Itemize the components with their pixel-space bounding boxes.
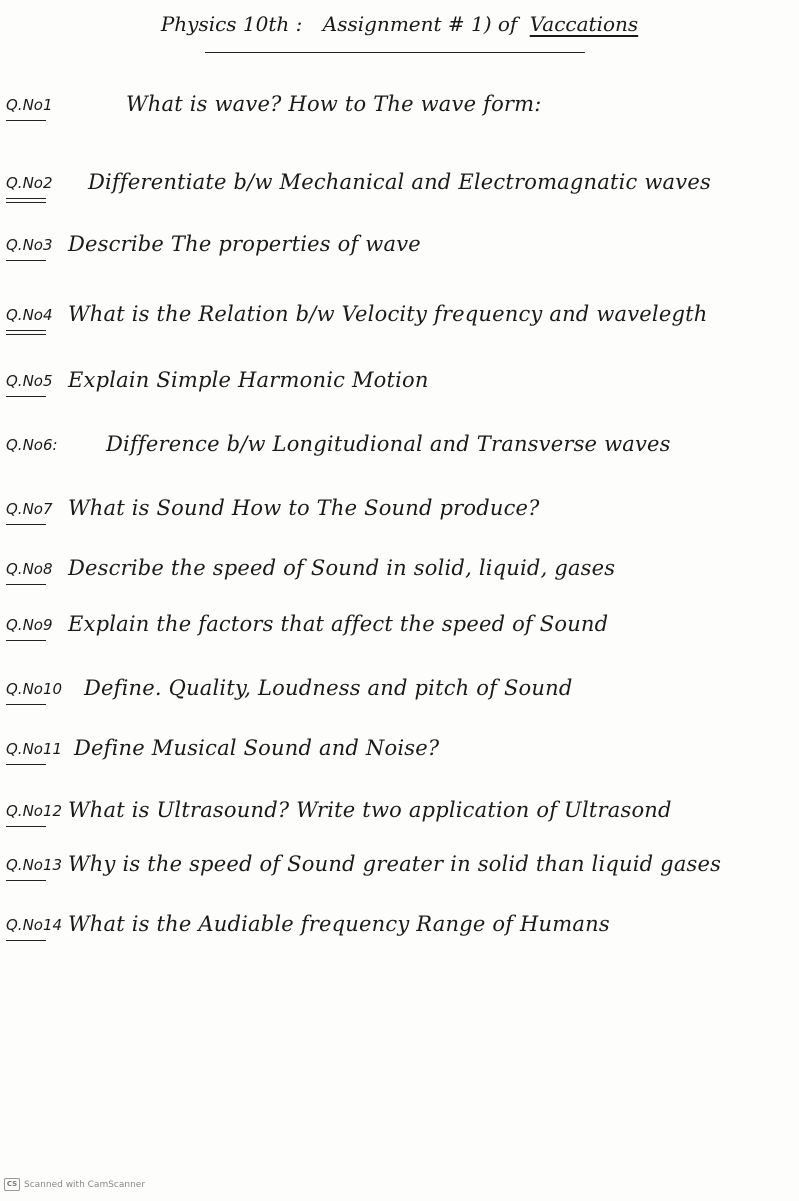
camscanner-icon: CS (4, 1178, 20, 1191)
question-number: Q.No1 (6, 96, 53, 114)
question-text: Define Musical Sound and Noise? (74, 736, 440, 760)
question-text: Difference b/w Longitudional and Transverse waves (106, 432, 671, 456)
question-text: What is Sound How to The Sound produce? (68, 496, 540, 520)
question-number-underline (6, 202, 46, 203)
scanner-watermark-text: Scanned with CamScanner (24, 1179, 146, 1190)
question-row (6, 736, 796, 776)
question-number-underline (6, 260, 46, 261)
question-row (6, 556, 796, 596)
question-number: Q.No5 (6, 372, 53, 390)
question-number: Q.No4 (6, 306, 53, 324)
vacation-title: Vaccations (529, 12, 639, 36)
question-text: Describe the speed of Sound in solid, liquid, gases (68, 556, 616, 580)
question-number-underline (6, 330, 46, 331)
question-number: Q.No3 (6, 236, 53, 254)
question-number-underline (6, 120, 46, 121)
question-number-underline (6, 334, 46, 335)
question-number: Q.No8 (6, 560, 53, 578)
question-number-underline (6, 640, 46, 641)
question-row (6, 912, 796, 952)
question-number-underline (6, 880, 46, 881)
question-number: Q.No11 (6, 740, 63, 758)
question-number: Q.No7 (6, 500, 53, 518)
question-text: What is the Relation b/w Velocity frequency and wavelegth (68, 302, 708, 326)
question-number-underline (6, 764, 46, 765)
question-row (6, 232, 796, 272)
question-number: Q.No6: (6, 436, 58, 454)
question-row (6, 92, 796, 132)
question-number-underline (6, 198, 46, 199)
question-row (6, 496, 796, 536)
subject-title: Physics 10th : (160, 12, 303, 36)
question-row (6, 852, 796, 892)
question-row (6, 676, 796, 716)
question-row (6, 302, 796, 342)
question-row (6, 798, 796, 838)
question-number: Q.No2 (6, 174, 53, 192)
question-number: Q.No12 (6, 802, 63, 820)
question-row (6, 368, 796, 408)
question-number-underline (6, 584, 46, 585)
question-number-underline (6, 826, 46, 827)
question-number-underline (6, 524, 46, 525)
scanner-footer (4, 1178, 145, 1191)
question-text: Explain Simple Harmonic Motion (68, 368, 429, 392)
question-row (6, 432, 796, 472)
question-text: Describe The properties of wave (68, 232, 421, 256)
question-number: Q.No14 (6, 916, 63, 934)
question-number: Q.No10 (6, 680, 63, 698)
question-number: Q.No9 (6, 616, 53, 634)
question-number: Q.No13 (6, 856, 63, 874)
question-text: Explain the factors that affect the speed of Sound (68, 612, 609, 636)
question-text: What is the Audiable frequency Range of Humans (68, 912, 610, 936)
question-text: Why is the speed of Sound greater in solid than liquid gases (68, 852, 722, 876)
question-row (6, 612, 796, 652)
assignment-title: Assignment # 1) of (322, 12, 518, 36)
question-text: What is wave? How to The wave form: (126, 92, 542, 116)
question-text: Define. Quality, Loudness and pitch of Sound (84, 676, 573, 700)
question-row (6, 170, 796, 210)
question-text: Differentiate b/w Mechanical and Electromagnatic waves (88, 170, 711, 194)
question-text: What is Ultrasound? Write two application of Ultrasond (68, 798, 672, 822)
question-number-underline (6, 704, 46, 705)
question-number-underline (6, 940, 46, 941)
question-number-underline (6, 396, 46, 397)
